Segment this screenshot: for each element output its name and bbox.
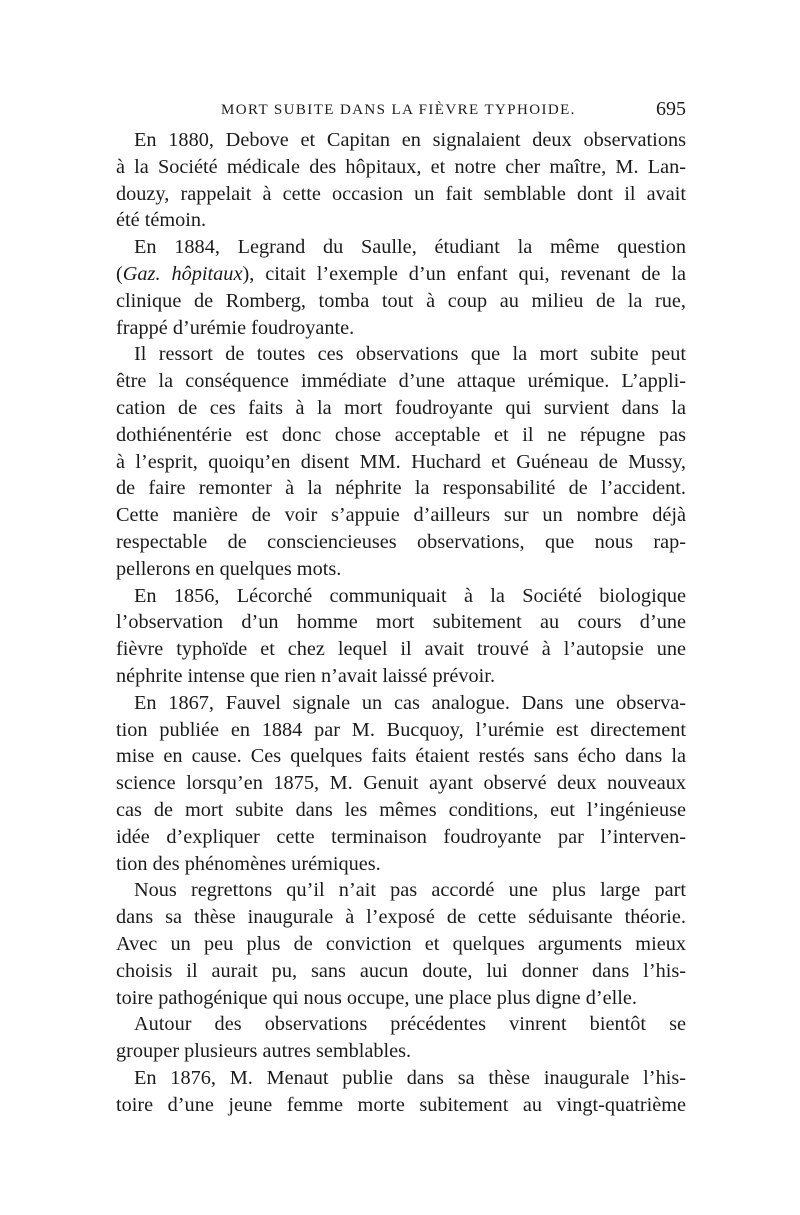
paragraph-2 bbox=[116, 234, 686, 341]
text-line: tion publiée en 1884 par M. Bucquoy, l’urémie est directement bbox=[116, 718, 686, 741]
text-line: toire pathogénique qui nous occupe, une place plus digne d’elle. bbox=[116, 986, 637, 1009]
text-line: En 1884, Legrand du Saulle, étudiant la même question bbox=[134, 236, 686, 259]
paragraph-3 bbox=[116, 341, 686, 582]
text-line: de faire remonter à la néphrite la responsabilité de l’accident. bbox=[116, 477, 686, 500]
journal-citation: Gaz. hôpitaux bbox=[122, 262, 243, 285]
paragraph-1 bbox=[116, 127, 686, 234]
paragraph-5 bbox=[116, 690, 686, 878]
page-number: 695 bbox=[656, 98, 686, 120]
text-line: respectable de consciencieuses observations, que nous rap- bbox=[116, 530, 686, 553]
text-line: toire d’une jeune femme morte subitement au vingt-quatrième bbox=[116, 1093, 686, 1116]
text-line: cas de mort subite dans les mêmes conditions, eut l’ingénieuse bbox=[116, 798, 686, 821]
text-line: grouper plusieurs autres semblables. bbox=[116, 1040, 412, 1063]
text-line: En 1867, Fauvel signale un cas analogue. Dans une observa- bbox=[134, 691, 686, 714]
text-line: pellerons en quelques mots. bbox=[116, 557, 342, 580]
paragraph-6 bbox=[116, 877, 686, 1011]
text-line: Cette manière de voir s’appuie d’ailleurs sur un nombre déjà bbox=[116, 504, 686, 527]
text-line: fièvre typhoïde et chez lequel il avait trouvé à l’autopsie une bbox=[116, 638, 686, 661]
text-line: En 1876, M. Menaut publie dans sa thèse inaugurale l’his- bbox=[134, 1066, 686, 1089]
paragraph-8 bbox=[116, 1065, 686, 1119]
text-line: Avec un peu plus de conviction et quelques arguments mieux bbox=[116, 932, 686, 955]
paragraph-7 bbox=[116, 1011, 686, 1065]
text-line: à la Société médicale des hôpitaux, et notre cher maître, M. Lan- bbox=[116, 155, 686, 178]
body-text bbox=[116, 127, 686, 1118]
text-line: été témoin. bbox=[116, 209, 207, 232]
text-line: à l’esprit, quoiqu’en disent MM. Huchard et Guéneau de Mussy, bbox=[116, 450, 686, 473]
paragraph-4 bbox=[116, 583, 686, 690]
text-line: cation de ces faits à la mort foudroyante qui survient dans la bbox=[116, 396, 686, 419]
text-line: (Gaz. hôpitaux), citait l’exemple d’un enfant qui, revenant de la bbox=[116, 262, 686, 285]
text-line: Nous regrettons qu’il n’ait pas accordé une plus large part bbox=[134, 879, 686, 902]
text-line: mise en cause. Ces quelques faits étaient restés sans écho dans la bbox=[116, 745, 686, 768]
text-line: néphrite intense que rien n’avait laissé prévoir. bbox=[116, 664, 496, 687]
running-header bbox=[116, 98, 686, 126]
text-line: douzy, rappelait à cette occasion un fait semblable dont il avait bbox=[116, 182, 686, 205]
running-title: MORT SUBITE DANS LA FIÈVRE TYPHOIDE. bbox=[221, 102, 576, 118]
text-line: l’observation d’un homme mort subitement au cours d’une bbox=[116, 611, 686, 634]
text-line: frappé d’urémie foudroyante. bbox=[116, 316, 355, 339]
text-line: science lorsqu’en 1875, M. Genuit ayant observé deux nouveaux bbox=[116, 772, 686, 795]
text-line: être la conséquence immédiate d’une attaque urémique. L’appli- bbox=[116, 370, 686, 393]
text-line: tion des phénomènes urémiques. bbox=[116, 852, 381, 875]
text-line: Autour des observations précédentes vinrent bientôt se bbox=[134, 1013, 686, 1036]
text-line: En 1880, Debove et Capitan en signalaient deux observations bbox=[134, 129, 686, 151]
text-line: Il ressort de toutes ces observations que la mort subite peut bbox=[134, 343, 686, 366]
text-line: dans sa thèse inaugurale à l’exposé de cette séduisante théorie. bbox=[116, 906, 686, 929]
text-line: dothiénentérie est donc chose acceptable et il ne répugne pas bbox=[116, 423, 686, 446]
text-line: En 1856, Lécorché communiquait à la Société biologique bbox=[134, 584, 686, 607]
text-line: idée d’expliquer cette terminaison foudroyante par l’interven- bbox=[116, 825, 686, 848]
text-line: choisis il aurait pu, sans aucun doute, lui donner dans l’his- bbox=[116, 959, 686, 982]
text-line: clinique de Romberg, tomba tout à coup au milieu de la rue, bbox=[116, 289, 686, 312]
